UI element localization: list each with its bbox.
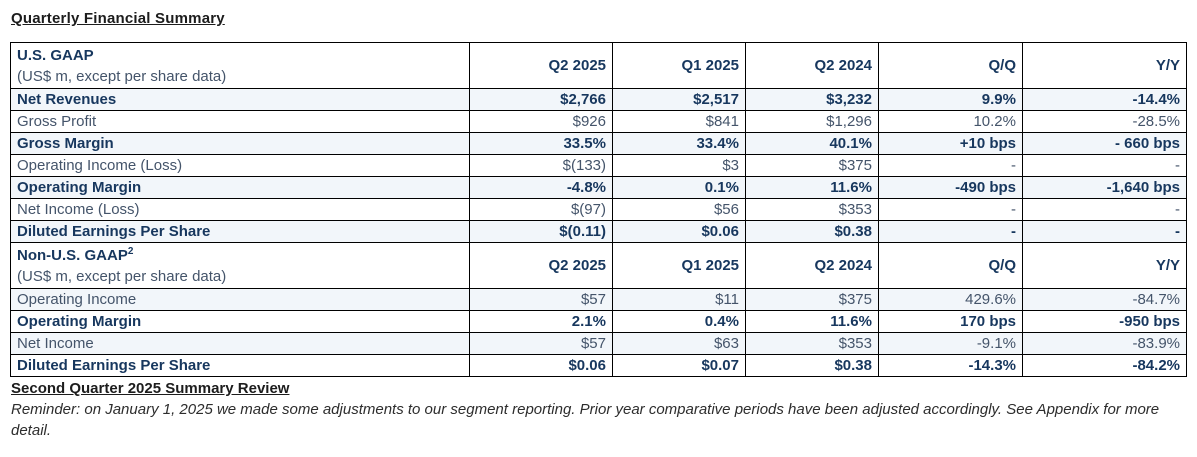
column-header: Q1 2025: [613, 43, 746, 89]
column-header: Y/Y: [1023, 243, 1187, 289]
cell-value: -4.8%: [470, 177, 613, 199]
cell-value: $57: [470, 289, 613, 311]
row-label: Diluted Earnings Per Share: [11, 355, 470, 377]
row-label: Net Income: [11, 333, 470, 355]
cell-value: -14.4%: [1023, 89, 1187, 111]
cell-value: - 660 bps: [1023, 133, 1187, 155]
cell-value: -950 bps: [1023, 311, 1187, 333]
section-header-non-us-gaap: [11, 243, 1187, 289]
cell-value: $2,517: [613, 89, 746, 111]
table-row-gross-profit: [11, 111, 1187, 133]
table-row-diluted-earnings-per-share: [11, 221, 1187, 243]
cell-value: $375: [746, 289, 879, 311]
cell-value: $2,766: [470, 89, 613, 111]
cell-value: $0.07: [613, 355, 746, 377]
cell-value: 33.4%: [613, 133, 746, 155]
cell-value: $0.38: [746, 355, 879, 377]
reminder-text: Reminder: on January 1, 2025 we made some adjustments to our segment reporting. Prior year comparative periods have been adjusted accordingly. See Appendix for more detail.: [11, 401, 1160, 439]
table-row-net-income: [11, 333, 1187, 355]
row-label: Operating Margin: [11, 311, 470, 333]
cell-value: $3,232: [746, 89, 879, 111]
cell-value: $841: [613, 111, 746, 133]
cell-value: -14.3%: [879, 355, 1023, 377]
cell-value: $1,296: [746, 111, 879, 133]
cell-value: -84.7%: [1023, 289, 1187, 311]
table-row-gross-margin: [11, 133, 1187, 155]
cell-value: -: [1023, 199, 1187, 221]
cell-value: -28.5%: [1023, 111, 1187, 133]
cell-value: 429.6%: [879, 289, 1023, 311]
cell-value: $353: [746, 333, 879, 355]
cell-value: 2.1%: [470, 311, 613, 333]
summary-review-heading: Second Quarter 2025 Summary Review: [11, 380, 290, 397]
cell-value: +10 bps: [879, 133, 1023, 155]
cell-value: -: [879, 199, 1023, 221]
cell-value: -9.1%: [879, 333, 1023, 355]
cell-value: $(97): [470, 199, 613, 221]
cell-value: -: [879, 221, 1023, 243]
column-header: Q2 2024: [746, 43, 879, 89]
row-label: Operating Income: [11, 289, 470, 311]
cell-value: $0.38: [746, 221, 879, 243]
cell-value: $926: [470, 111, 613, 133]
cell-value: 11.6%: [746, 177, 879, 199]
section-title: [17, 45, 463, 66]
cell-value: $11: [613, 289, 746, 311]
row-label: Diluted Earnings Per Share: [11, 221, 470, 243]
page-title: Quarterly Financial Summary: [11, 10, 225, 27]
cell-value: 33.5%: [470, 133, 613, 155]
column-header: Q2 2025: [470, 243, 613, 289]
row-label: Gross Margin: [11, 133, 470, 155]
cell-value: -84.2%: [1023, 355, 1187, 377]
cell-value: -83.9%: [1023, 333, 1187, 355]
cell-value: $353: [746, 199, 879, 221]
section-title-cell: [11, 243, 470, 289]
table-row-diluted-earnings-per-share: [11, 355, 1187, 377]
cell-value: $57: [470, 333, 613, 355]
cell-value: $56: [613, 199, 746, 221]
cell-value: 0.4%: [613, 311, 746, 333]
table-row-operating-margin: [11, 311, 1187, 333]
section-subtitle: (US$ m, except per share data): [17, 67, 227, 85]
section-title-cell: [11, 43, 470, 89]
row-label: Gross Profit: [11, 111, 470, 133]
quarterly-financial-table: [10, 42, 1187, 377]
column-header: Q/Q: [879, 43, 1023, 89]
cell-value: 170 bps: [879, 311, 1023, 333]
cell-value: $63: [613, 333, 746, 355]
section-header-us-gaap: [11, 43, 1187, 89]
cell-value: 11.6%: [746, 311, 879, 333]
cell-value: 9.9%: [879, 89, 1023, 111]
column-header: Q2 2024: [746, 243, 879, 289]
cell-value: $375: [746, 155, 879, 177]
table-row-net-income-loss: [11, 199, 1187, 221]
section-title: [17, 245, 463, 266]
column-header: Y/Y: [1023, 43, 1187, 89]
table-row-net-revenues: [11, 89, 1187, 111]
cell-value: $(0.11): [470, 221, 613, 243]
cell-value: -490 bps: [879, 177, 1023, 199]
section-title-text: Non-U.S. GAAP: [17, 246, 128, 264]
row-label: Operating Margin: [11, 177, 470, 199]
table-row-operating-income-loss: [11, 155, 1187, 177]
cell-value: -1,640 bps: [1023, 177, 1187, 199]
cell-value: $3: [613, 155, 746, 177]
cell-value: -: [1023, 155, 1187, 177]
cell-value: $0.06: [613, 221, 746, 243]
footnote-superscript: 2: [127, 245, 134, 257]
column-header: Q/Q: [879, 243, 1023, 289]
table-row-operating-income: [11, 289, 1187, 311]
table-row-operating-margin: [11, 177, 1187, 199]
column-header: Q1 2025: [613, 243, 746, 289]
row-label: Net Income (Loss): [11, 199, 470, 221]
section-subtitle: (US$ m, except per share data): [17, 267, 227, 285]
cell-value: -: [879, 155, 1023, 177]
cell-value: $0.06: [470, 355, 613, 377]
section-title-text: U.S. GAAP: [17, 46, 94, 64]
cell-value: 10.2%: [879, 111, 1023, 133]
cell-value: 0.1%: [613, 177, 746, 199]
row-label: Operating Income (Loss): [11, 155, 470, 177]
cell-value: $(133): [470, 155, 613, 177]
row-label: Net Revenues: [11, 89, 470, 111]
cell-value: -: [1023, 221, 1187, 243]
column-header: Q2 2025: [470, 43, 613, 89]
cell-value: 40.1%: [746, 133, 879, 155]
